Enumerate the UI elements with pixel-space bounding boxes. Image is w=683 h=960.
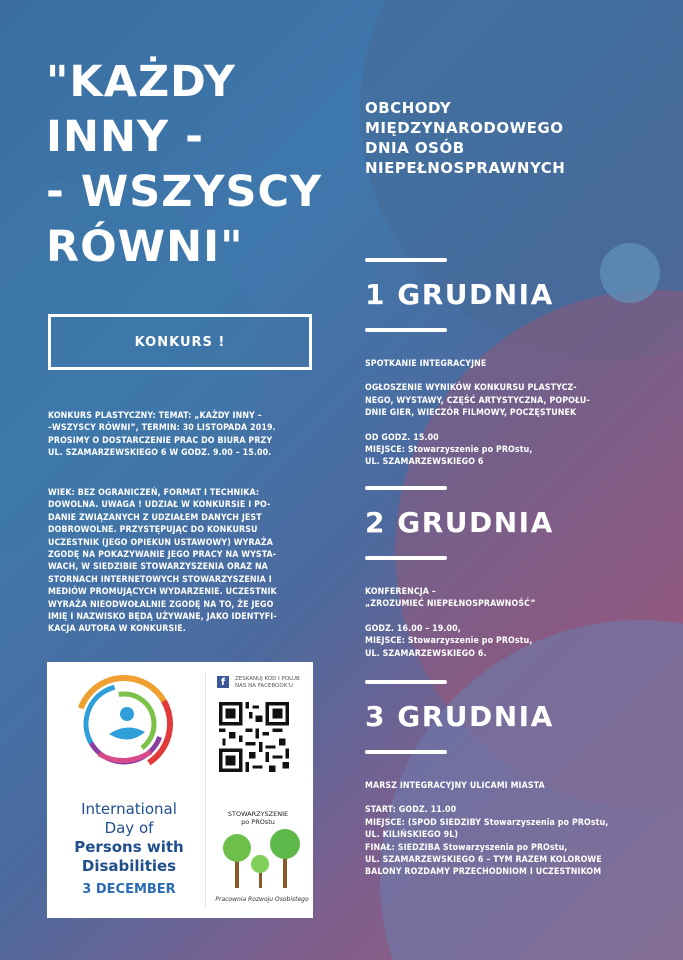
subtitle-line: MIĘDZYNARODOWEGO [365, 119, 564, 137]
text-line: BALONY ROZDAMY PRZECHODNIOM I UCZESTNIKOM [365, 867, 602, 878]
stowarzyszenie-logo-text: STOWARZYSZENIE po PROstu [227, 810, 289, 826]
idpd-logo-icon [69, 672, 179, 792]
divider [365, 556, 447, 560]
bg-circle-small [600, 243, 660, 303]
day-heading-1: 1 GRUDNIA [365, 278, 554, 311]
day-heading-3: 3 GRUDNIA [365, 700, 554, 733]
subtitle-line: NIEPEŁNOSPRAWNYCH [365, 159, 566, 177]
event-name: SPOTKANIE INTEGRACYJNE [365, 359, 487, 369]
event-street: UL. KILIŃSKIEGO 9L) [365, 830, 459, 841]
event-subtitle [365, 98, 665, 178]
event-place: MIEJSCE: Stowarzyszenie po PROstu, [365, 445, 533, 456]
poster-title [46, 55, 346, 275]
text-line: DOWOLNA. UWAGA ! UDZIAŁ W KONKURSIE I PO- [48, 500, 271, 511]
day-heading-2: 2 GRUDNIA [365, 506, 554, 539]
text-line: DNIE GIER, WIECZÓR FILMOWY, POCZĘSTUNEK [365, 408, 577, 419]
text-line: MEDIÓW PROMUJĄCYCH WYDARZENIE. UCZESTNIK [48, 587, 277, 598]
subtitle-line: DNIA OSÓB [365, 139, 465, 157]
text-line: STORNACH INTERNETOWYCH STOWARZYSZENIA I [48, 574, 272, 585]
idpd-line: Persons with [74, 838, 184, 856]
title-line: - WSZYSCY [46, 167, 323, 217]
title-line: "KAŻDY [46, 57, 236, 107]
konkurs-banner [48, 314, 312, 370]
text-line: KONKURS PLASTYCZNY: TEMAT: „KAŻDY INNY – [48, 411, 262, 421]
text-line: KACJA AUTORA W KONKURSIE. [48, 624, 186, 635]
divider [365, 258, 447, 262]
day2-details [365, 586, 665, 660]
idpd-wordmark [59, 800, 199, 899]
divider [205, 672, 206, 908]
event-street: UL. SZAMARZEWSKIEGO 6 [365, 457, 484, 468]
facebook-icon: f [217, 676, 229, 688]
text-line: IMIĘ I NAZWISKO BĘDĄ UŻYWANE, JAKO IDENTYFI- [48, 612, 277, 623]
divider [365, 680, 447, 684]
event-place: MIEJSCE: Stowarzyszenie po PROstu, [365, 636, 533, 647]
idpd-line: Day of [104, 819, 154, 837]
text-line: DOBROWOLNE. PRZYSTĘPUJĄC DO KONKURSU [48, 525, 258, 536]
trees-logo-icon [217, 824, 307, 892]
idpd-line: Disabilities [81, 857, 177, 875]
text-line: WYRAŻA NIEODWOŁALNIE ZGODĘ NA TO, ŻE JEGO [48, 599, 274, 610]
text-line: OGŁOSZENIE WYNIKÓW KONKURSU PLASTYCZ- [365, 383, 577, 394]
idpd-date: 3 DECEMBER [82, 882, 176, 897]
pracownia-text: Pracownia Rozwoju Osobistego [215, 896, 309, 903]
idpd-line: International [81, 800, 177, 818]
event-street: UL. SZAMARZEWSKIEGO 6. [365, 648, 487, 659]
text-line: UCZESTNIK (JEGO OPIEKUN USTAWOWY) WYRAŻA [48, 537, 273, 548]
konkurs-description [48, 410, 328, 460]
event-time: OD GODZ. 15.00 [365, 432, 439, 443]
text-line: UL. SZAMARZEWSKIEGO 6 W GODZ. 9.00 – 15.00. [48, 448, 272, 459]
text-line: WIEK: BEZ OGRANICZEŃ, FORMAT I TECHNIKA: [48, 488, 260, 498]
event-final: FINAŁ: SIEDZIBA Stowarzyszenia po PROstu, [365, 842, 568, 853]
day3-details [365, 780, 665, 879]
logo-card [47, 662, 313, 918]
text-line: NEGO, WYSTAWY, CZĘŚĆ ARTYSTYCZNA, POPOŁU- [365, 395, 590, 406]
title-line: RÓWNI" [46, 222, 244, 272]
day1-details [365, 358, 665, 469]
facebook-callout [217, 676, 300, 690]
text-line: ZGODĘ NA POKAZYWANIE JEGO PRACY NA WYSTA- [48, 550, 277, 561]
event-place: MIEJSCE: (SPOD SIEDZIBY Stowarzyszenia po PROstu, [365, 817, 609, 828]
event-name: MARSZ INTEGRACYJNY ULICAMI MIASTA [365, 781, 545, 791]
divider [365, 486, 447, 490]
text-line: PROSIMY O DOSTARCZENIE PRAC DO BIURA PRZY [48, 435, 273, 446]
divider [365, 750, 447, 754]
event-time: START: GODZ. 11.00 [365, 805, 457, 816]
event-name: „ZROZUMIEĆ NIEPEŁNOSPRAWNOŚĆ” [365, 599, 536, 610]
text-line: –WSZYSCY RÓWNI”, TERMIN: 30 LISTOPADA 2019. [48, 423, 276, 434]
facebook-callout-text: ZESKANUJ KOD I POLUB NAS NA FACEBOOK'U [235, 676, 300, 689]
qr-code-icon[interactable] [219, 702, 289, 772]
konkurs-rules [48, 487, 328, 636]
subtitle-line: OBCHODY [365, 99, 452, 117]
text-line: UL. SZAMARZEWSKIEGO 6 – TYM RAZEM KOLOROWE [365, 855, 602, 866]
title-line: INNY - [46, 112, 204, 162]
text-line: DANIE ZWIĄZANYCH Z UDZIAŁEM DANYCH JEST [48, 512, 262, 523]
divider [365, 328, 447, 332]
text-line: WACH, W SIEDZIBIE STOWARZYSZENIA ORAZ NA [48, 562, 268, 573]
event-name: KONFERENCJA – [365, 587, 436, 597]
konkurs-label: KONKURS ! [134, 334, 226, 350]
event-time: GODZ. 16.00 – 19.00, [365, 623, 461, 634]
